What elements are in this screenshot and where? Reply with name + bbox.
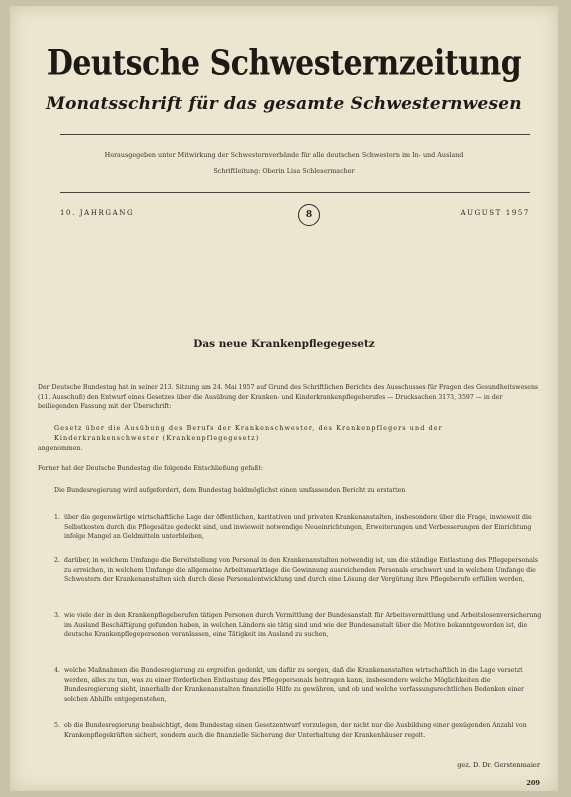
issue-info-row	[60, 204, 530, 224]
resolution-item	[54, 513, 542, 542]
masthead-subtitle: Monatsschrift für das gesamte Schwesternwesen	[46, 94, 522, 114]
item-number: 5.	[54, 722, 60, 729]
top-divider	[60, 134, 530, 135]
item-text: wie viele der in den Krankenpflegeberufen tätigen Personen durch Vermittlung der Bundesanstalt für Arbeitsvermittlung und Arbeitslosenversicherung im Ausland Beschäftigung gefunden haben, in welchen Ländern sie tätig sind und wie der Bundesanstalt über die Motive bekanntgeworden ist, die deutsche Krankenpflegepersonen veranlassen, eine Tätigkeit im Ausland zu suchen,	[64, 612, 542, 639]
item-number: 4.	[54, 667, 60, 674]
resolution-lead: Ferner hat der Deutsche Bundestag die folgende Entschließung gefaßt:	[38, 465, 263, 472]
signature: gez. D. Dr. Gerstenmaier	[457, 761, 540, 769]
item-text: darüber, in welchem Umfange die Bereitstellung von Personal in den Krankenanstalten notwendig ist, um die ständige Entlastung des Pflegepersonals zu erreichen, in welchem Umfange die allgemeine Arbeitsmarktlage die Gewinnung ausreichenden Personals erschwert und in welchem Umfange die Schwestern der Krankenanstalten sich durch diese Personalentwicklung und durch eine Lösung der Vergütung ihre Pflegeberufe erfüllen werden,	[64, 557, 539, 584]
publisher-line: Herausgegeben unter Mitwirkung der Schwesternverbände für alle deutschen Schwestern im In- und Ausland	[104, 151, 464, 159]
newspaper-page	[10, 6, 558, 791]
resolution-item	[54, 611, 542, 640]
issue-number-badge: 8	[298, 204, 320, 226]
bottom-divider	[60, 192, 530, 193]
item-text: welche Maßnahmen die Bundesregierung zu ergreifen gedenkt, um dafür zu sorgen, daß die Krankenanstalten wirtschaftlich in die Lage versetzt werden, alles zu tun, was zu einer förderlichen Entlastung des Pflegepersonals beitragen kann, insbesondere welche Möglichkeiten die Bundesregierung sieht, innerhalb der Krankenanstalten finanzielle Hilfe zu gewähren, und ob und welche verfassungsrechtlichen Bedenken einer solchen Abhilfe entgegenstehen,	[64, 667, 524, 703]
item-text: über die gegenwärtige wirtschaftliche Lage der öffentlichen, karitativen und privaten Krankenanstalten, insbesondere über die Frage, inwieweit die Selbstkosten durch die Pflegesätze gedeckt sind, und inwieweit notwendige Neueinrichtungen, Erweiterungen und Verbesserungen der Einrichtung infolge Mangel an Geldmitteln unterbleiben,	[64, 514, 532, 541]
article-intro: Der Deutsche Bundestag hat in seiner 213. Sitzung am 24. Mai 1957 auf Grund des Schriftlichen Berichts des Ausschusses für Fragen des Gesundheitswesens (11. Ausschuß) den Entwurf eines Gesetzes über die Ausübung der Kranken- und Kinderkrankenpflegeberufes — Drucksachen 3173, 3597 — in der beiliegenden Fassung mit der Überschrift:	[38, 384, 539, 411]
masthead-title: Deutsche Schwesternzeitung	[46, 43, 522, 84]
resolution-item	[54, 556, 542, 585]
item-text: ob die Bundesregierung beabsichtigt, dem Bundestag einen Gesetzentwurf vorzulegen, der nicht nur die Ausbildung einer genügenden Anzahl von Krankenpflegekräften sichert, sondern auch die finanzielle Sicherung der Unterhaltung der Krankenhäuser regelt.	[64, 722, 527, 739]
resolution-item	[54, 666, 542, 704]
page-number: 209	[526, 779, 540, 787]
adopted-note: angenommen.	[38, 445, 83, 452]
item-number: 3.	[54, 612, 60, 619]
item-number: 1.	[54, 514, 60, 521]
issue-date: AUGUST 1957	[460, 209, 530, 217]
resolution-item	[54, 721, 542, 740]
volume-label: 10. JAHRGANG	[60, 209, 135, 217]
editor-line: Schriftleitung: Oberin Lisa Schlesermacher	[213, 167, 355, 175]
item-number: 2.	[54, 557, 60, 564]
law-title: Gesetz über die Ausübung des Berufs der Krankenschwester, des Krankenpflegers und der Kinderkrankenschwester (Krankenpflegegesetz)	[54, 424, 443, 442]
article-title: Das neue Krankenpflegegesetz	[193, 338, 375, 350]
resolution-intro: Die Bundesregierung wird aufgefordert, dem Bundestag baldmöglichst einen umfassenden Bericht zu erstatten	[54, 487, 406, 494]
